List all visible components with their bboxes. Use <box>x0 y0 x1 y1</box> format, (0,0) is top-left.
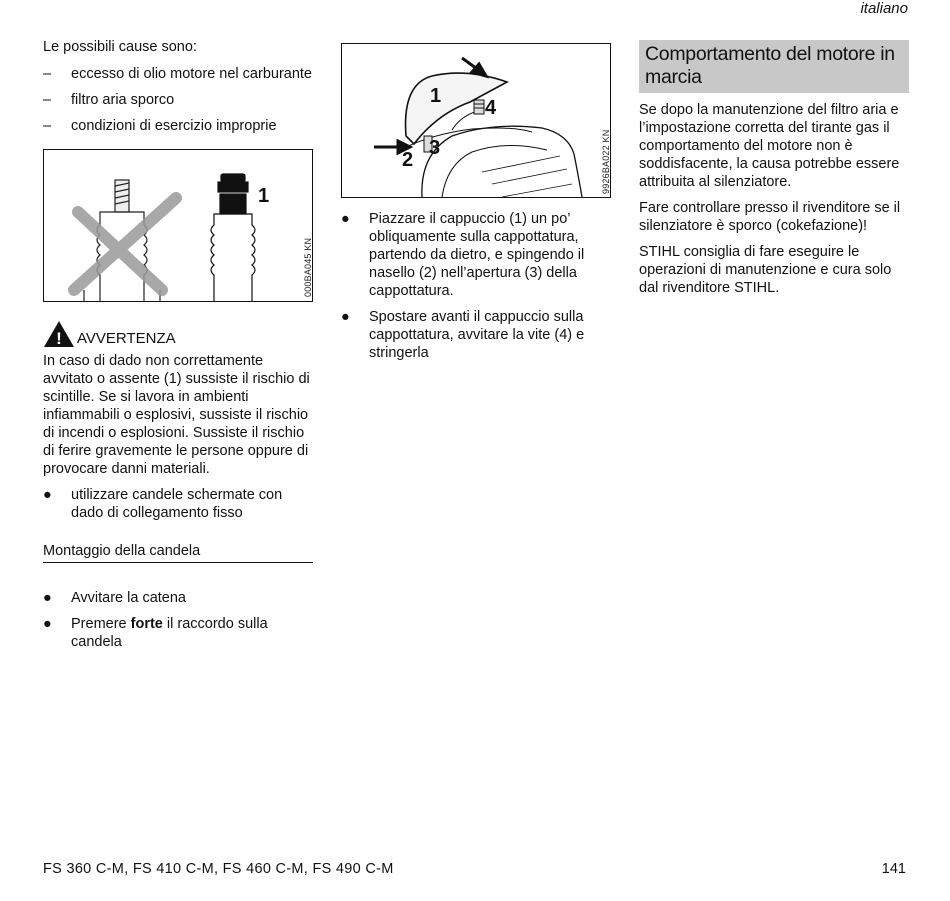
list-item-text <box>71 616 268 650</box>
figure-label-1: 1 <box>258 185 270 207</box>
list-item-text: condizioni di esercizio improprie <box>71 118 277 134</box>
bullet-marker: ● <box>43 487 52 503</box>
figure-label-3: 3 <box>429 137 441 159</box>
list-item <box>341 308 611 362</box>
list-item-text: Spostare avanti il cappuccio sulla cappottatura, avvitare la vite (4) e stringerla <box>369 309 585 361</box>
warning-text: In caso di dado non correttamente avvitato o assente (1) sussiste il rischio di scintille. Se si lavora in ambienti infiammabili o esplosivi, sussiste il rischio di incendi o esplosioni. Sussiste il rischio di ferire gravemente le persone oppure di provocare danni materiali. <box>43 353 310 477</box>
paragraph: Se dopo la manutenzione del filtro aria e l’impostazione corretta del tirante gas il comportamento del motore non è soddisfacente, la causa potrebbe essere attribuita al silenziatore. <box>639 102 900 190</box>
language-label: italiano <box>860 0 908 17</box>
bullet-marker: ● <box>43 616 52 632</box>
dash-marker: – <box>43 92 52 108</box>
bullet-marker: ● <box>341 309 350 325</box>
warning-icon <box>43 320 75 348</box>
list-item-text: eccesso di olio motore nel carburante <box>71 66 312 82</box>
causes-list <box>43 65 313 135</box>
dash-marker: – <box>43 66 52 82</box>
warning-icon-symbol: ! <box>56 329 62 348</box>
bullet-marker: ● <box>341 211 350 227</box>
column-right <box>639 40 909 297</box>
list-item <box>43 65 313 83</box>
list-item-text: Avvitare la catena <box>71 590 186 606</box>
section-subheading: Montaggio della candela <box>43 542 313 563</box>
figure-label-4: 4 <box>485 97 497 119</box>
warning-header <box>43 320 313 348</box>
figure-code: 9926BA022 KN <box>601 129 611 194</box>
text-part: il raccordo sulla candela <box>71 616 268 650</box>
list-item-text: Piazzare il cappuccio (1) un po’ obliquamente sulla cappottatura, partendo da dietro, e spingendo il nasello (2) nell’apertura (3) della cappottatura. <box>369 211 585 299</box>
list-item-text: utilizzare candele schermate con dado di collegamento fisso <box>71 487 283 521</box>
spark-plug-illustration <box>44 150 312 301</box>
spark-plug-figure <box>43 149 313 302</box>
dash-marker: – <box>43 118 52 134</box>
list-item <box>43 615 313 651</box>
column-middle <box>341 43 611 362</box>
footer-models: FS 360 C-M, FS 410 C-M, FS 460 C-M, FS 490 C-M <box>43 861 394 877</box>
cap-illustration <box>342 44 610 197</box>
list-item <box>43 589 313 607</box>
paragraph: Fare controllare presso il rivenditore se il silenziatore è sporco (cokefazione)! <box>639 200 901 234</box>
section-heading: Comportamento del motore in marcia <box>639 40 909 93</box>
list-item-text: filtro aria sporco <box>71 92 175 108</box>
list-item <box>341 210 611 300</box>
warning-title: AVVERTENZA <box>77 330 176 347</box>
list-item <box>43 91 313 109</box>
bullet-marker: ● <box>43 590 52 606</box>
cap-figure <box>341 43 611 198</box>
emphasis-text: forte <box>130 616 163 632</box>
list-item <box>43 486 313 522</box>
paragraph: STIHL consiglia di fare eseguire le operazioni di manutenzione e cura solo dal rivenditore STIHL. <box>639 244 892 296</box>
figure-label-1: 1 <box>430 85 442 107</box>
figure-code: 000BA045 KN <box>303 237 313 297</box>
column-left <box>43 38 313 651</box>
causes-intro: Le possibili cause sono: <box>43 39 197 55</box>
text-part: Premere <box>71 616 131 632</box>
page-number: 141 <box>881 861 906 877</box>
figure-label-2: 2 <box>402 149 414 171</box>
list-item <box>43 117 313 135</box>
